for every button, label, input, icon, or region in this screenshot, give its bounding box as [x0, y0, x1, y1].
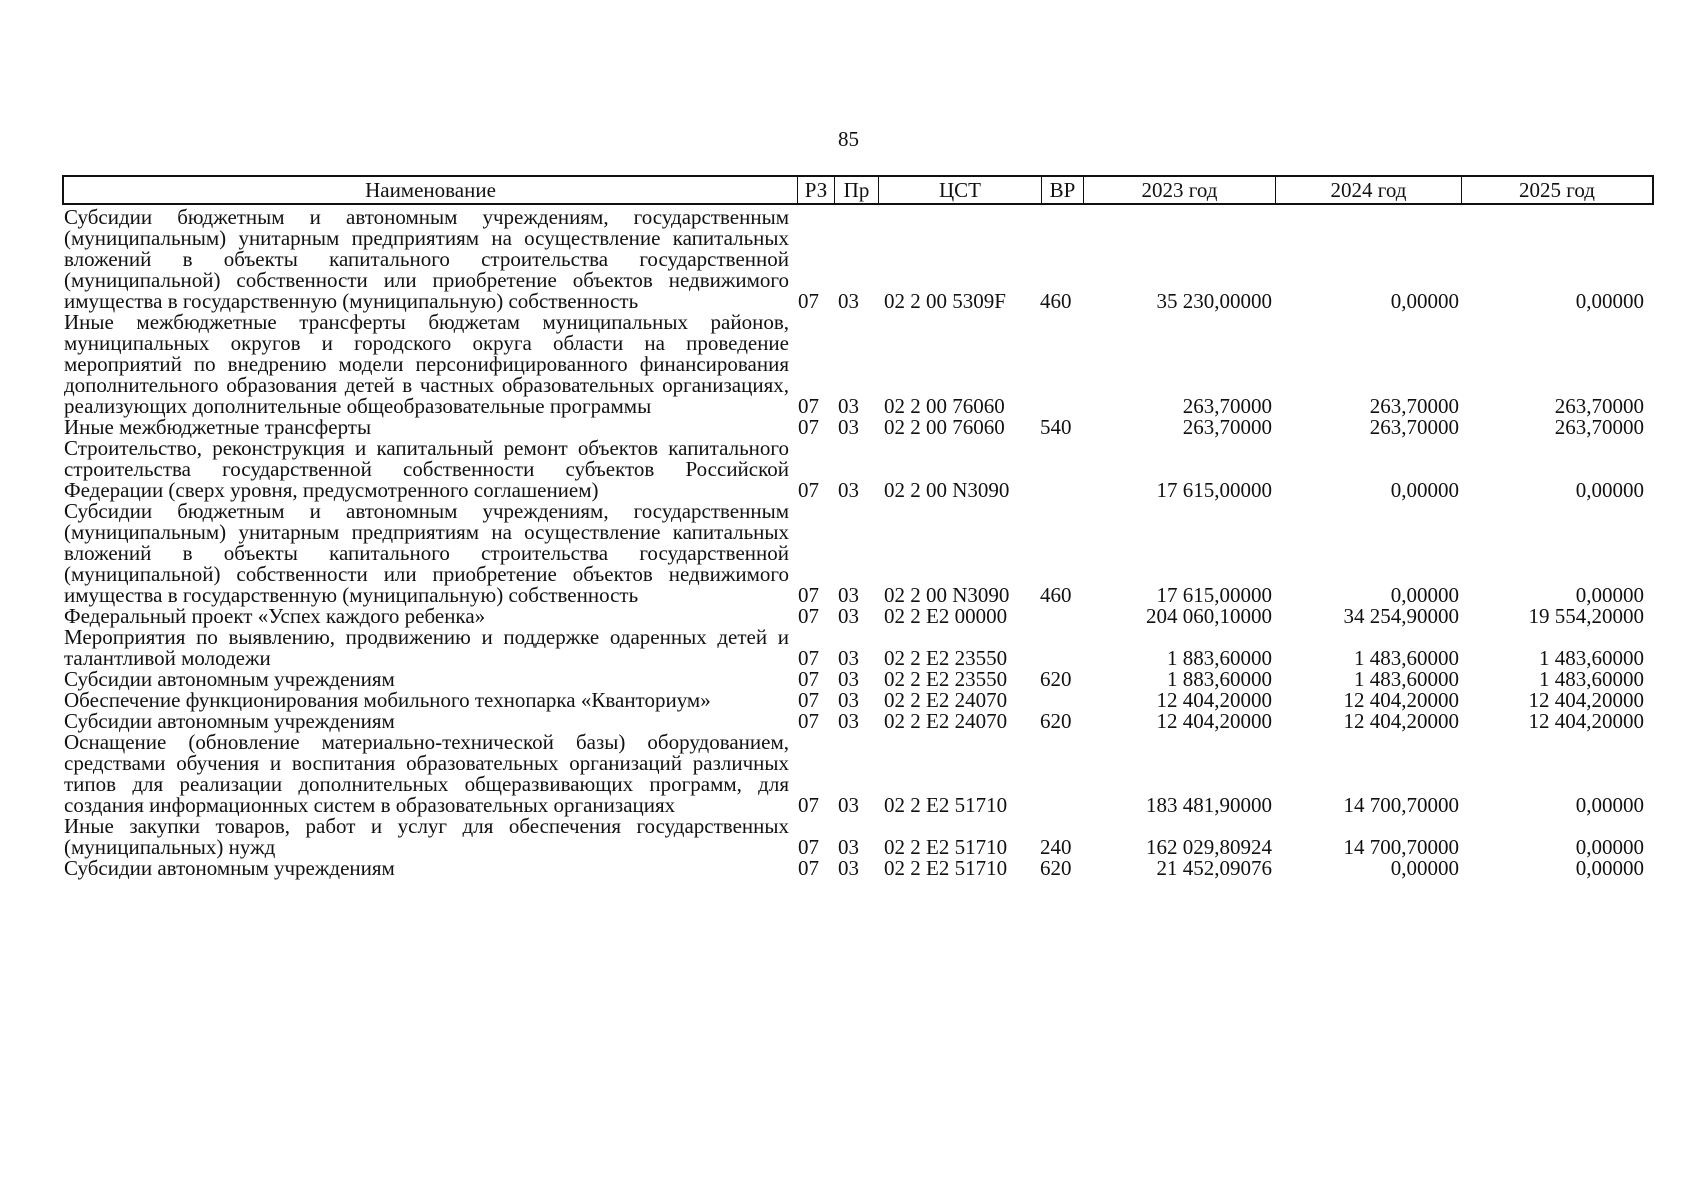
- row-pr: 03: [838, 793, 859, 817]
- row-2023: 21 452,09076: [1156, 856, 1272, 880]
- row-2025: 0,00000: [1575, 856, 1644, 880]
- table-row: [62, 606, 1654, 627]
- table-row: [62, 312, 1654, 417]
- row-cst: 02 2 E2 24070: [884, 709, 1008, 733]
- row-2025: 19 554,20000: [1528, 604, 1644, 628]
- table-row: [62, 711, 1654, 732]
- row-2023: 263,70000: [1182, 394, 1272, 418]
- column-header-vr: ВР: [1042, 177, 1084, 203]
- row-cst: 02 2 E2 51710: [884, 835, 1008, 859]
- row-cst: 02 2 00 76060: [884, 394, 1005, 418]
- row-name: Оснащение (обновление материально-технической базы) оборудованием, средствами обучения и воспитания образовательных организаций различных типов для реализации дополнительных общеразвивающих программ, для создания информационных систем в образовательных организациях: [64, 730, 789, 817]
- row-cst: 02 2 00 5309F: [884, 289, 1006, 313]
- row-2023: 183 481,90000: [1146, 793, 1272, 817]
- row-rz: 07: [798, 646, 819, 670]
- row-2024: 0,00000: [1390, 289, 1459, 313]
- table-row: [62, 858, 1654, 879]
- row-2024: 12 404,20000: [1343, 709, 1459, 733]
- row-2024: 0,00000: [1390, 583, 1459, 607]
- row-2024: 1 483,60000: [1354, 667, 1459, 691]
- row-rz: 07: [798, 667, 819, 691]
- row-2024: 12 404,20000: [1343, 688, 1459, 712]
- row-vr: 540: [1040, 415, 1072, 439]
- row-2025: 263,70000: [1554, 415, 1644, 439]
- row-pr: 03: [838, 583, 859, 607]
- row-2023: 17 615,00000: [1156, 583, 1272, 607]
- row-2025: 0,00000: [1575, 793, 1644, 817]
- row-2024: 263,70000: [1369, 394, 1459, 418]
- row-name: Субсидии бюджетным и автономным учреждениям, государственным (муниципальным) унитарным предприятиям на осуществление капитальных вложений в объекты капитального строительства государственной (муниципальной) собственности или приобретение объектов недвижимого имущества в государственную (муниципальную) собственность: [64, 499, 789, 607]
- row-2025: 1 483,60000: [1539, 646, 1644, 670]
- row-vr: 620: [1040, 856, 1072, 880]
- table-row: [62, 501, 1654, 606]
- row-pr: 03: [838, 709, 859, 733]
- table-header: [62, 175, 1654, 205]
- row-pr: 03: [838, 835, 859, 859]
- row-name: Субсидии автономным учреждениям: [64, 856, 395, 880]
- row-name: Обеспечение функционирования мобильного технопарка «Кванториум»: [64, 688, 711, 712]
- row-name: Федеральный проект «Успех каждого ребенка»: [64, 604, 486, 628]
- row-2024: 34 254,90000: [1343, 604, 1459, 628]
- row-rz: 07: [798, 583, 819, 607]
- row-2025: 12 404,20000: [1528, 709, 1644, 733]
- column-header-2025: 2025 год: [1519, 177, 1595, 202]
- row-pr: 03: [838, 604, 859, 628]
- row-pr: 03: [838, 478, 859, 502]
- row-pr: 03: [838, 688, 859, 712]
- row-2025: 0,00000: [1575, 478, 1644, 502]
- row-cst: 02 2 00 N3090: [884, 583, 1010, 607]
- row-2025: 0,00000: [1575, 289, 1644, 313]
- row-2024: 1 483,60000: [1354, 646, 1459, 670]
- row-name: Мероприятия по выявлению, продвижению и поддержке одаренных детей и талантливой молодежи: [64, 625, 789, 670]
- row-name: Строительство, реконструкция и капитальный ремонт объектов капитального строительства государственной собственности субъектов Российской Федерации (сверх уровня, предусмотренного соглашением): [64, 436, 789, 502]
- table-row: [62, 417, 1654, 438]
- row-2025: 1 483,60000: [1539, 667, 1644, 691]
- row-rz: 07: [798, 856, 819, 880]
- row-name: Субсидии автономным учреждениям: [64, 667, 395, 691]
- column-header-2024: 2024 год: [1276, 177, 1462, 203]
- row-vr: 620: [1040, 667, 1072, 691]
- column-header-cst: ЦСТ: [879, 177, 1042, 203]
- table-row: [62, 732, 1654, 816]
- row-2025: 0,00000: [1575, 583, 1644, 607]
- row-rz: 07: [798, 835, 819, 859]
- row-2024: 0,00000: [1390, 478, 1459, 502]
- row-cst: 02 2 E2 51710: [884, 793, 1008, 817]
- table-row: [62, 207, 1654, 312]
- row-2024: 263,70000: [1369, 415, 1459, 439]
- row-rz: 07: [798, 793, 819, 817]
- row-name: Субсидии бюджетным и автономным учреждениям, государственным (муниципальным) унитарным предприятиям на осуществление капитальных вложений в объекты капитального строительства государственной (муниципальной) собственности или приобретение объектов недвижимого имущества в государственную (муниципальную) собственность: [64, 205, 789, 313]
- row-name: Иные межбюджетные трансферты бюджетам муниципальных районов, муниципальных округов и городского округа области на проведение мероприятий по внедрению модели персонифицированного финансирования дополнительного образования детей в частных образовательных организациях, реализующих дополнительные общеобразовательные программы: [64, 310, 789, 418]
- row-pr: 03: [838, 289, 859, 313]
- row-2023: 162 029,80924: [1146, 835, 1272, 859]
- row-cst: 02 2 E2 51710: [884, 856, 1008, 880]
- row-cst: 02 2 00 76060: [884, 415, 1005, 439]
- row-cst: 02 2 E2 00000: [884, 604, 1008, 628]
- row-vr: 620: [1040, 709, 1072, 733]
- row-pr: 03: [838, 856, 859, 880]
- row-2023: 204 060,10000: [1146, 604, 1272, 628]
- table-row: [62, 816, 1654, 858]
- row-2023: 17 615,00000: [1156, 478, 1272, 502]
- row-2023: 12 404,20000: [1156, 709, 1272, 733]
- row-rz: 07: [798, 604, 819, 628]
- column-header-pr: Пр: [835, 177, 879, 203]
- row-2023: 1 883,60000: [1167, 646, 1272, 670]
- row-vr: 240: [1040, 835, 1072, 859]
- row-pr: 03: [838, 415, 859, 439]
- row-cst: 02 2 E2 23550: [884, 646, 1008, 670]
- row-name: Субсидии автономным учреждениям: [64, 709, 395, 733]
- row-pr: 03: [838, 667, 859, 691]
- row-name: Иные межбюджетные трансферты: [64, 415, 372, 439]
- row-2024: 0,00000: [1390, 856, 1459, 880]
- row-rz: 07: [798, 394, 819, 418]
- column-header-rz: РЗ: [798, 177, 835, 203]
- row-2024: 14 700,70000: [1343, 793, 1459, 817]
- table-row: [62, 669, 1654, 690]
- row-2023: 1 883,60000: [1167, 667, 1272, 691]
- row-2025: 12 404,20000: [1528, 688, 1644, 712]
- row-rz: 07: [798, 478, 819, 502]
- table-row: [62, 627, 1654, 669]
- row-cst: 02 2 E2 24070: [884, 688, 1008, 712]
- row-vr: 460: [1040, 289, 1072, 313]
- row-cst: 02 2 00 N3090: [884, 478, 1010, 502]
- row-2025: 263,70000: [1554, 394, 1644, 418]
- table-row: [62, 690, 1654, 711]
- column-header-name: Наименование: [64, 177, 798, 203]
- row-pr: 03: [838, 646, 859, 670]
- row-2023: 12 404,20000: [1156, 688, 1272, 712]
- row-rz: 07: [798, 688, 819, 712]
- row-rz: 07: [798, 709, 819, 733]
- row-name: Иные закупки товаров, работ и услуг для обеспечения государственных (муниципальных) нужд: [64, 814, 789, 859]
- table-row: [62, 438, 1654, 501]
- column-header-2023: 2023 год: [1084, 177, 1276, 203]
- table-body: [62, 207, 1654, 879]
- row-rz: 07: [798, 289, 819, 313]
- page-number: 85: [838, 127, 859, 151]
- row-pr: 03: [838, 394, 859, 418]
- row-vr: 460: [1040, 583, 1072, 607]
- row-2024: 14 700,70000: [1343, 835, 1459, 859]
- row-2025: 0,00000: [1575, 835, 1644, 859]
- row-2023: 263,70000: [1182, 415, 1272, 439]
- row-2023: 35 230,00000: [1156, 289, 1272, 313]
- row-rz: 07: [798, 415, 819, 439]
- row-cst: 02 2 E2 23550: [884, 667, 1008, 691]
